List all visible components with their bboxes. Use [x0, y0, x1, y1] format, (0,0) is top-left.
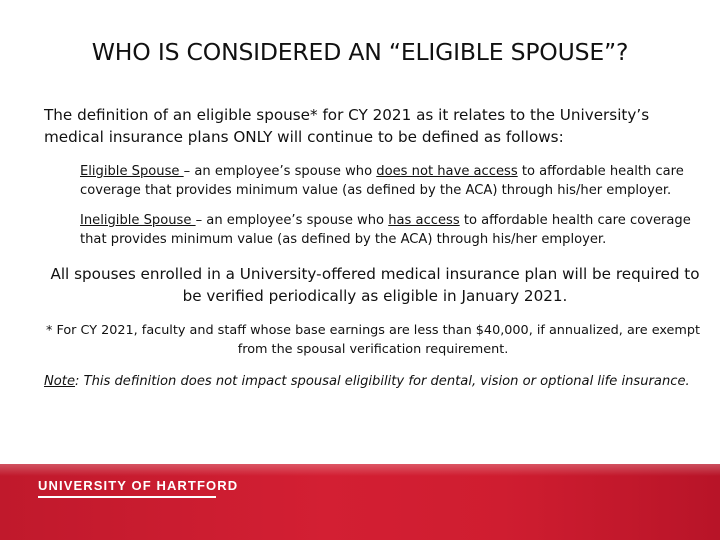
- note-text: : This definition does not impact spousal eligibility for dental, vision or optional life insurance.: [75, 374, 690, 389]
- ineligible-spouse-definition: [80, 211, 700, 249]
- page-title: WHO IS CONSIDERED AN “ELIGIBLE SPOUSE”?: [91, 38, 629, 66]
- note-label: Note: [44, 374, 75, 389]
- eligible-spouse-term: Eligible Spouse: [80, 164, 184, 179]
- university-logo: UNIVERSITY OF HARTFORD: [38, 478, 239, 493]
- ineligible-spouse-rest: to affordable health care coverage that provides minimum value (as defined by the ACA) through his/her employer.: [80, 213, 691, 247]
- intro-paragraph: The definition of an eligible spouse* for CY 2021 as it relates to the University’s medical insurance plans ONLY will continue to be defined as follows:: [44, 106, 650, 146]
- eligible-spouse-rest: to affordable health care coverage that provides minimum value (as defined by the ACA) through his/her employer.: [80, 164, 684, 198]
- eligible-spouse-definition: [80, 162, 700, 200]
- eligible-spouse-lead: – an employee’s spouse who: [183, 164, 377, 179]
- note: [44, 372, 704, 391]
- footer-bar: [0, 464, 720, 540]
- logo-underline: [38, 496, 216, 498]
- footnote: * For CY 2021, faculty and staff whose base earnings are less than $40,000, if annualized, are exempt from the spousal verification requirement.: [45, 323, 701, 357]
- verification-statement: All spouses enrolled in a University-offered medical insurance plan will be required to be verified periodically as eligible in January 2021.: [50, 265, 700, 305]
- ineligible-spouse-key: has access: [388, 213, 460, 228]
- ineligible-spouse-term: Ineligible Spouse: [80, 213, 196, 228]
- eligible-spouse-key: does not have access: [376, 164, 518, 179]
- ineligible-spouse-lead: – an employee’s spouse who: [195, 213, 389, 228]
